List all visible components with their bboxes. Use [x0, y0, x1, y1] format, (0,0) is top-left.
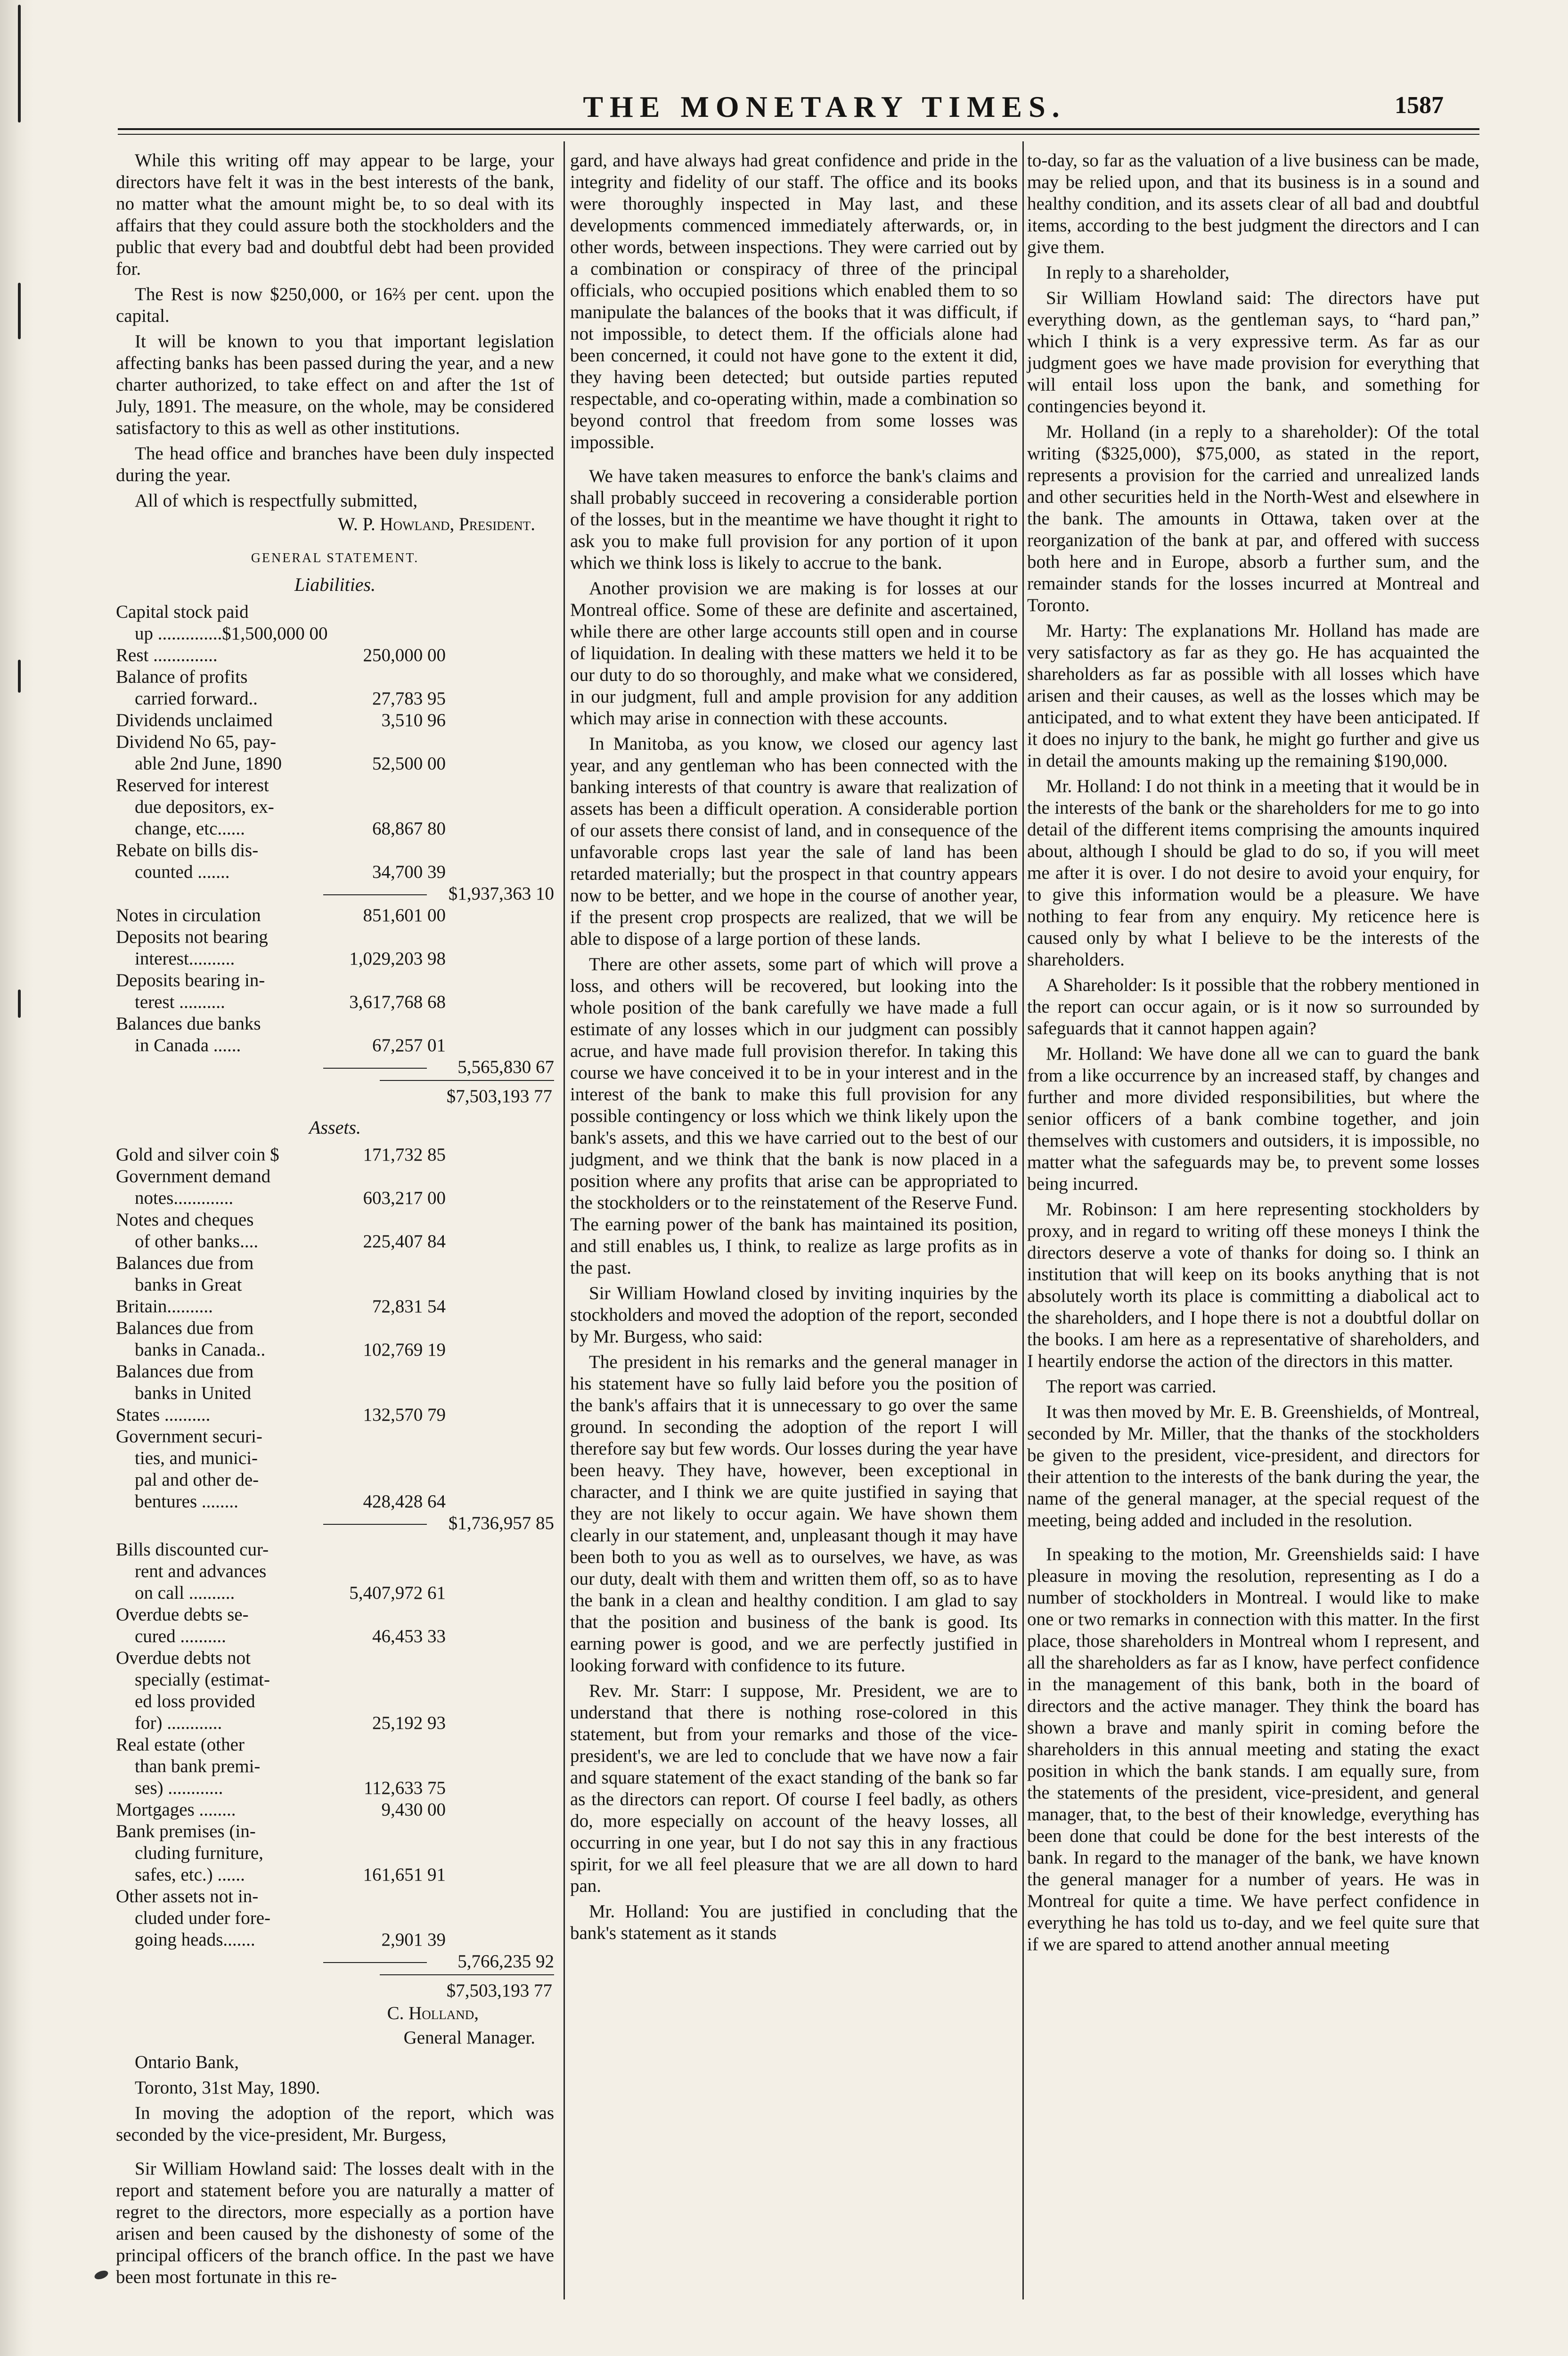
statement-row: [116, 1166, 554, 1187]
statement-label: terest ..........: [135, 992, 225, 1012]
statement-label: Overdue debts se-: [116, 1604, 249, 1625]
ink-smudge: [93, 2269, 109, 2281]
statement-label: Notes and cheques: [116, 1210, 254, 1230]
paragraph: We have taken measures to enforce the bank's claims and shall probably succeed in recovering a considerable portion of the losses, but in the meantime we have thought it right to ask you to make full provision for any portion of it upon which we think loss is likely to accrue to the bank.: [570, 466, 1018, 573]
paragraph: Mr. Holland: I do not think in a meeting that it would be in the interests of the bank or the shareholders for me to go into detail of the different items comprising the amounts inquired about, although I should be glad to do so, if you will meet me after it is over. I do not desire to avoid your enquiry, for to give this information would be a pleasure. We have nothing to fear from any enquiry. My reticence here is caused only by what I believe to be the interests of the shareholders.: [1027, 776, 1479, 970]
statement-amount: 3,617,768 68: [349, 992, 446, 1012]
subtotal-row: [116, 1513, 554, 1534]
paragraph: In Manitoba, as you know, we closed our agency last year, and any gentleman who has been connected with the banking interests of that country is aware that realization of assets has been a difficult operation. A considerable portion of our assets there consist of land, and in consequence of the unfavorable crops last year the sale of land has been retarded materially; but the prospect in that country appears now to be better, and we hope in the course of another year, if the present crop prospects are realized, that we will be able to dispose of a large portion of these lands.: [570, 734, 1018, 949]
statement-row: [116, 1777, 554, 1799]
paragraph: A Shareholder: Is it possible that the robbery mentioned in the report can occur again, or is it now so surrounded by safeguards that it cannot happen again?: [1027, 975, 1479, 1039]
statement-label: ses) ............: [135, 1778, 223, 1798]
statement-row: [116, 1209, 554, 1231]
statement-row: [116, 1426, 554, 1448]
statement-row: [116, 926, 554, 948]
statement-label: up ..............$1,500,000 00: [135, 623, 328, 644]
statement-label: cured ..........: [135, 1626, 226, 1646]
statement-amount: 9,430 00: [381, 1800, 446, 1820]
statement-label: Government demand: [116, 1166, 271, 1186]
column-rule: [564, 141, 565, 2299]
statement-amount: 112,633 75: [363, 1778, 446, 1798]
statement-label: Government securi-: [116, 1426, 262, 1447]
binding-edge: [0, 0, 33, 2356]
statement-amount: 171,732 85: [363, 1145, 446, 1165]
statement-label: Dividend No 65, pay-: [116, 732, 277, 752]
statement-row: [116, 840, 554, 861]
statement-row: [116, 1734, 554, 1756]
statement-row: [116, 1035, 554, 1056]
statement-amount: 72,831 54: [372, 1296, 446, 1317]
statement-label: safes, etc.) ......: [135, 1865, 245, 1885]
statement-row: [116, 1274, 554, 1296]
statement-label: Rebate on bills dis-: [116, 840, 259, 860]
statement-row: [116, 1669, 554, 1691]
subtotal-row: [116, 1951, 554, 1972]
column-1: [116, 150, 554, 2292]
statement-label: Balances due from: [116, 1361, 254, 1382]
statement-amount: 68,867 80: [372, 818, 446, 839]
statement-label: Mortgages ........: [116, 1800, 236, 1820]
paragraph: Mr. Harty: The explanations Mr. Holland has made are very satisfactory as far as they go. He has acquainted the shareholders as far as possible with all losses which have arisen and their causes, as well as the losses which may be anticipated, and to what extent they have been anticipated. If it does no injury to the bank, he might go further and give us in detail the amounts making up the remaining $190,000.: [1027, 621, 1479, 771]
statement-row: [116, 1339, 554, 1361]
paragraph: Another provision we are making is for losses at our Montreal office. Some of these are definite and ascertained, while there are other large accounts still open and in course of liquidation. In dealing with these matters we held it to be our duty to do so thoroughly, and make what we considered, in our judgment, full and ample provision for any addition which may arise in connection with these accounts.: [570, 578, 1018, 728]
subtotal-rule: [323, 894, 427, 895]
paragraph: In speaking to the motion, Mr. Greenshields said: I have pleasure in moving the resolution, representing as I do a number of stockholders in Montreal. I would like to make one or two remarks in connection with this matter. In the first place, those shareholders in Montreal whom I represent, and all the shareholders as far as I know, have perfect confidence in the management of this bank, both in the board of directors and the active manager. They think the board has shown a brave and manly spirit in coming before the shareholders in this annual meeting and stating the exact position in which the bank stands. I am equally sure, from the statements of the president, vice-president, and general manager, that, to the best of their knowledge, everything has been done that could be done for the best interests of the bank. In regard to the manager of the bank, we have known the general manager for a number of years. He was in Montreal for quite a time. We have perfect confidence in everything he has told us to-day, and we feel quite sure that if we are spared to attend another annual meeting: [1027, 1544, 1479, 1955]
statement-row: [116, 1561, 554, 1582]
subtotal-rule: [323, 1962, 427, 1963]
paragraph: Sir William Howland said: The directors have put everything down, as the gentleman says, to “hard pan,” which I think is a very expressive term. As far as our judgment goes we have made provision for everything that will entail loss upon the bank, and something for contingencies beyond it.: [1027, 288, 1479, 417]
statement-label: ed loss provided: [135, 1691, 255, 1711]
paragraph: Mr. Robinson: I am here representing stockholders by proxy, and in regard to writing off these moneys I think the directors deserve a vote of thanks for doing so. I think an institution that will keep on its books anything that is not absolutely worth its place is committing a diabolical act to the shareholders, and I hope there is not a doubtful dollar on the books. I am here as a representative of shareholders, and I heartily endorse the action of the directors in this matter.: [1027, 1199, 1479, 1371]
statement-row: [116, 1491, 554, 1513]
subtotal-rule: [323, 1068, 427, 1069]
statement-row: [116, 948, 554, 970]
statement-row: [116, 905, 554, 926]
liabilities-heading: Liabilities.: [294, 574, 376, 595]
statement-label: able 2nd June, 1890: [135, 753, 282, 774]
paragraph: gard, and have always had great confidence and pride in the integrity and fidelity of our staff. The office and its books were thoroughly inspected in May last, and these developments commenced immediately afterwards, or, in other words, between inspections. They were carried out by a combination or conspiracy of three of the principal officials, who occupied positions which enabled them to so manipulate the balances of the books that it was difficult, if not impossible, to detect them. If the officials alone had been concerned, it could not have gone to the extent it did, they having been detected; but outside parties reputed respectable, and co-operating within, made a combination so beyond control that freedom from some losses was impossible.: [570, 150, 1018, 452]
statement-row: [116, 818, 554, 840]
statement-row: [116, 1144, 554, 1166]
paragraph: It was then moved by Mr. E. B. Greenshields, of Montreal, seconded by Mr. Miller, that the thanks of the stockholders be given to the president, vice-president, and directors for their attention to the interests of the bank during the year, the name of the general manager, at the special request of the meeting, being added and included in the resolution.: [1027, 1402, 1479, 1530]
statement-row: [116, 623, 554, 645]
statement-row: [116, 1864, 554, 1886]
statement-label: Other assets not in-: [116, 1886, 259, 1906]
date-line: Toronto, 31st May, 1890.: [135, 2078, 320, 2098]
statement-label: than bank premi-: [135, 1756, 261, 1776]
statement-row: [116, 601, 554, 623]
statement-amount: 5,407,972 61: [349, 1583, 446, 1603]
column-rule: [1022, 141, 1024, 2299]
statement-amount: 2,901 39: [381, 1930, 446, 1950]
paragraph: The head office and branches have been duly inspected during the year.: [116, 443, 554, 485]
subtotal-row: [116, 883, 554, 905]
statement-label: of other banks....: [135, 1231, 259, 1252]
statement-row: [116, 753, 554, 775]
statement-label: Balances due banks: [116, 1014, 261, 1034]
manager-title: General Manager.: [403, 2028, 535, 2048]
statement-label: ties, and munici-: [135, 1448, 258, 1468]
statement-row: [116, 1469, 554, 1491]
statement-amount: 25,192 93: [372, 1713, 446, 1733]
subtotal-rule: [323, 1524, 427, 1525]
statement-row: [116, 1604, 554, 1626]
assets-heading: Assets.: [309, 1117, 361, 1138]
paragraph: All of which is respectfully submitted,: [135, 491, 418, 511]
statement-row: [116, 1187, 554, 1209]
statement-amount: 27,783 95: [372, 688, 446, 709]
binding-mark: [18, 660, 21, 693]
total-row: [116, 1083, 554, 1108]
subtotal-value: $1,736,957 85: [448, 1513, 554, 1533]
statement-row: [116, 1404, 554, 1426]
statement-label: banks in Great: [135, 1275, 242, 1295]
statement-row: [116, 1821, 554, 1842]
statement-row: [116, 1252, 554, 1274]
paragraph: In reply to a shareholder,: [1046, 262, 1230, 283]
statement-label: Bank premises (in-: [116, 1821, 256, 1841]
statement-label: Balances due from: [116, 1318, 254, 1338]
statement-label: banks in United: [135, 1383, 251, 1403]
statement-row: [116, 796, 554, 818]
statement-amount: 132,570 79: [363, 1405, 446, 1425]
total-rule: [380, 1080, 554, 1081]
assets-list: [116, 1144, 554, 1513]
total-value: $7,503,193 77: [446, 1980, 552, 2001]
statement-row: [116, 645, 554, 666]
statement-row: [116, 1582, 554, 1604]
column-2: [570, 150, 1018, 1948]
paragraph: In moving the adoption of the report, which was seconded by the vice-president, Mr. Burgess,: [116, 2103, 554, 2145]
statement-label: cluding furniture,: [135, 1843, 263, 1863]
statement-row: [116, 1842, 554, 1864]
statement-amount: 428,428 64: [363, 1491, 446, 1512]
statement-amount: 161,651 91: [363, 1865, 446, 1885]
bank-name: Ontario Bank,: [135, 2052, 239, 2072]
binding-mark: [18, 990, 21, 1018]
statement-row: [116, 1929, 554, 1951]
statement-label: going heads.......: [135, 1930, 255, 1950]
statement-label: Balance of profits: [116, 667, 248, 687]
statement-label: interest..........: [135, 949, 235, 969]
statement-label: banks in Canada..: [135, 1340, 266, 1360]
page-number: 1587: [1395, 92, 1444, 119]
total-rule: [380, 1974, 554, 1975]
paragraph: Rev. Mr. Starr: I suppose, Mr. President, we are to understand that there is nothing rose-colored in this statement, but from your remarks and those of the vice-president's, we are led to conclude that we have now a fair and square statement of the exact standing of the bank so far as the directors can report. Of course I feel badly, as others do, more especially on account of the heavy losses, all occurring in one year, but I do not say this in any fractious spirit, for we all feel pleasure that we are all down to hard pan.: [570, 1681, 1018, 1896]
statement-amount: 102,769 19: [363, 1340, 446, 1360]
statement-row: [116, 1712, 554, 1734]
statement-label: States ..........: [116, 1405, 211, 1425]
statement-label: Deposits bearing in-: [116, 970, 265, 990]
statement-row: [116, 1383, 554, 1404]
header-rule-thin: [118, 134, 1479, 135]
statement-label: Notes in circulation: [116, 905, 261, 925]
statement-amount: 603,217 00: [363, 1188, 446, 1208]
statement-row: [116, 1231, 554, 1252]
paragraph: The president in his remarks and the general manager in his statement have so fully laid before you the position of the bank's affairs that it is unnecessary to go over the same ground. In seconding the adoption of the report I will therefore say but few words. Our losses during the year have been heavy. They have, however, been exceptional in character, and I think we are quite justified in saying that they are not likely to occur again. We have shown them clearly in our statement, and, unpleasant though it may have been both to you as well as to ourselves, we have, as was our duty, dealt with them and written them off, so as to have the bank in a clean and healthy condition. I am glad to say that the position and business of the bank is good. Its earning power is good, and we are perfectly justified in looking forward with confidence to its future.: [570, 1352, 1018, 1676]
paragraph: While this writing off may appear to be large, your directors have felt it was in the best interests of the bank, no matter what the amount might be, to so deal with its affairs that they could assure both the stockholders and the public that every bad and doubtful debt had been provided for.: [116, 150, 554, 279]
binding-mark: [18, 5, 21, 123]
statement-row: [116, 1647, 554, 1669]
statement-label: due depositors, ex-: [135, 797, 274, 817]
statement-row: [116, 688, 554, 710]
statement-row: [116, 710, 554, 731]
statement-row: [116, 1539, 554, 1561]
statement-label: Gold and silver coin $: [116, 1145, 279, 1165]
statement-row: [116, 1799, 554, 1821]
total-value: $7,503,193 77: [446, 1086, 552, 1106]
statement-amount: 46,453 33: [372, 1626, 446, 1646]
statement-row: [116, 1361, 554, 1383]
statement-label: Bills discounted cur-: [116, 1539, 269, 1560]
statement-amount: 52,500 00: [372, 753, 446, 774]
statement-label: Balances due from: [116, 1253, 254, 1273]
statement-label: Deposits not bearing: [116, 927, 268, 947]
statement-amount: 225,407 84: [363, 1231, 446, 1252]
statement-amount: 34,700 39: [372, 862, 446, 882]
liabilities-list: [116, 601, 554, 883]
statement-label: Capital stock paid: [116, 602, 249, 622]
subtotal-value: 5,565,830 67: [457, 1057, 554, 1077]
statement-amount: 67,257 01: [372, 1035, 446, 1055]
paragraph: to-day, so far as the valuation of a live business can be made, may be relied upon, and that its business is in a sound and healthy condition, and its assets clear of all bad and doubtful items, according to the best judgment the directors and I can give them.: [1027, 150, 1479, 257]
binding-mark: [18, 283, 21, 339]
statement-heading: GENERAL STATEMENT.: [251, 551, 419, 565]
statement-label: Dividends unclaimed: [116, 710, 273, 730]
paragraph: Mr. Holland: You are justified in concluding that the bank's statement as it stands: [570, 1901, 1018, 1943]
statement-row: [116, 731, 554, 753]
statement-row: [116, 666, 554, 688]
subtotal-value: 5,766,235 92: [457, 1951, 554, 1972]
paragraph: Sir William Howland closed by inviting inquiries by the stockholders and moved the adoption of the report, seconded by Mr. Burgess, who said:: [570, 1283, 1018, 1347]
statement-label: notes.............: [135, 1188, 234, 1208]
statement-row: [116, 1907, 554, 1929]
paragraph: It will be known to you that important legislation affecting banks has been passed during the year, and a new charter authorized, to take effect on and after the 1st of July, 1891. The measure, on the whole, may be considered satisfactory to this as well as other institutions.: [116, 331, 554, 438]
statement-amount: 1,029,203 98: [349, 949, 446, 969]
statement-row: [116, 1448, 554, 1469]
statement-label: on call ..........: [135, 1583, 235, 1603]
running-title: THE MONETARY TIMES.: [583, 90, 1066, 123]
statement-label: change, etc......: [135, 818, 245, 839]
statement-label: Rest ..............: [116, 645, 218, 665]
statement-row: [116, 970, 554, 991]
manager-name: C. Holland,: [387, 2003, 479, 2023]
statement-row: [116, 1013, 554, 1035]
statement-label: Overdue debts not: [116, 1648, 251, 1668]
statement-label: counted .......: [135, 862, 230, 882]
statement-row: [116, 1691, 554, 1712]
president-signature: W. P. Howland, President.: [337, 514, 535, 534]
subtotal-row: [116, 1056, 554, 1078]
total-row: [116, 1977, 554, 2003]
statement-label: for) ............: [135, 1713, 222, 1733]
statement-row: [116, 1317, 554, 1339]
paragraph: Sir William Howland said: The losses dealt with in the report and statement before you are naturally a matter of regret to the directors, more especially as a portion have arisen and been caused by the dishonesty of some of the principal officers of the branch office. In the past we have been most fortunate in this re-: [116, 2159, 554, 2287]
statement-label: Britain..........: [116, 1296, 213, 1317]
statement-amount: 250,000 00: [363, 645, 446, 665]
paragraph: The Rest is now $250,000, or 16⅔ per cent. upon the capital.: [116, 284, 554, 326]
paragraph: The report was carried.: [1046, 1376, 1217, 1397]
statement-label: Reserved for interest: [116, 775, 269, 795]
statement-row: [116, 861, 554, 883]
statement-amount: 3,510 96: [381, 710, 446, 730]
statement-row: [116, 775, 554, 796]
statement-row: [116, 991, 554, 1013]
paragraph: Mr. Holland: We have done all we can to guard the bank from a like occurrence by an increased staff, by changes and further and more divided responsibilities, but where the senior officers of a bank combine together, and join themselves with customers and outsiders, it is impossible, no matter what the safeguards may be, to prevent some losses being incurred.: [1027, 1044, 1479, 1194]
statement-label: rent and advances: [135, 1561, 267, 1581]
column-3: [1027, 150, 1479, 1959]
paragraph: Mr. Holland (in a reply to a shareholder): Of the total writing ($325,000), $75,000, as stated in the report, represents a provision for the carried and unrealized lands and other securities held in the North-West and elsewhere in the bank. The amounts in Ottawa, taken over at the reorganization of the bank at par, and offered with success both here and in Europe, absorb a further sum, and the remainder stands for the losses incurred at Montreal and Toronto.: [1027, 422, 1479, 615]
subtotal-value: $1,937,363 10: [448, 884, 554, 904]
statement-label: Real estate (other: [116, 1734, 245, 1755]
paragraph: There are other assets, some part of which will prove a loss, and others will be recovered, but looking into the whole position of the bank carefully we have made a full estimate of any losses which in our judgment can possibly acrue, and have made full provision therefor. In taking this course we have conceived it to be in your interest and in the interest of the bank to make this full provision for any possible contingency or loss which we think likely upon the bank's assets, and this we have carried out to the best of our judgment, and we think that the bank is now placed in a position where any profits that arise can be appropriated to the stockholders or to the reinstatement of the Reserve Fund. The earning power of the bank has maintained its position, and still enables us, I think, to realize as large profits as in the past.: [570, 954, 1018, 1278]
statement-amount: 851,601 00: [363, 905, 446, 925]
statement-label: pal and other de-: [135, 1470, 259, 1490]
statement-row: [116, 1756, 554, 1777]
statement-label: cluded under fore-: [135, 1908, 271, 1928]
statement-row: [116, 1886, 554, 1907]
statement-label: carried forward..: [135, 688, 258, 709]
statement-row: [116, 1296, 554, 1317]
statement-label: bentures ........: [135, 1491, 238, 1512]
statement-label: in Canada ......: [135, 1035, 241, 1055]
statement-row: [116, 1626, 554, 1647]
liabilities-list-2: [116, 905, 554, 1056]
header-rule: [118, 128, 1479, 130]
statement-label: specially (estimat-: [135, 1669, 270, 1690]
assets-list-2: [116, 1539, 554, 1951]
